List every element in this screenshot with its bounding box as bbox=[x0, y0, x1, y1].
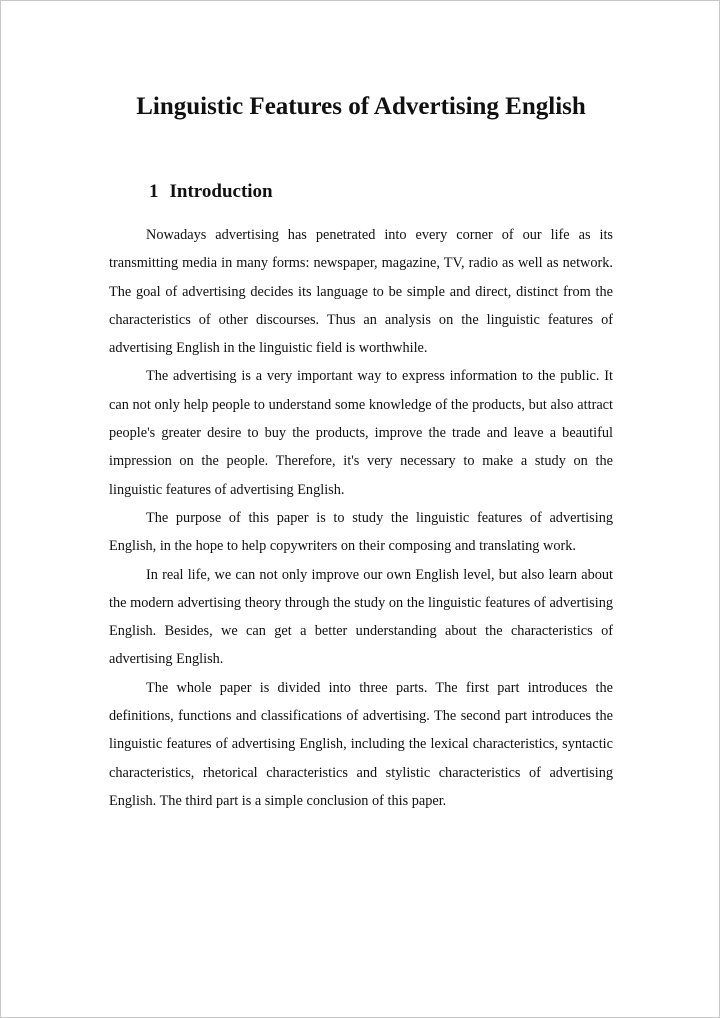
paragraph-2: The advertising is a very important way to express information to the public. It can not only help people to understand some knowledge of the products, but also attract people's greater desire to buy the products, improve the trade and leave a beautiful impression on the people. Therefore, it's very necessary to make a study on the linguistic features of advertising English. bbox=[109, 368, 613, 498]
paragraph-1: Nowadays advertising has penetrated into every corner of our life as its transmitting media in many forms: newspaper, magazine, TV, radio as well as network. The goal of advertising decides its language to be simple and direct, distinct from the characteristics of other discourses. Thus an analysis on the linguistic features of advertising English in the linguistic field is worthwhile. bbox=[109, 227, 613, 357]
paragraph-3: The purpose of this paper is to study the linguistic features of advertising English, in the hope to help copywriters on their composing and translating work. bbox=[109, 509, 613, 555]
section-heading-text: Introduction bbox=[169, 181, 273, 202]
section-body bbox=[109, 221, 613, 815]
section-number: 1 bbox=[149, 181, 159, 202]
section-heading bbox=[149, 179, 273, 205]
paragraph-4: In real life, we can not only improve our own English level, but also learn about the modern advertising theory through the study on the linguistic features of advertising English. Besides, we can get a better understanding about the characteristics of advertising English. bbox=[109, 566, 613, 668]
paragraph-5: The whole paper is divided into three parts. The first part introduces the definitions, functions and classifications of advertising. The second part introduces the linguistic features of advertising English, including the lexical characteristics, syntactic characteristics, rhetorical characteristics and stylistic characteristics of advertising English. The third part is a simple conclusion of this paper. bbox=[109, 679, 613, 809]
document-title: Linguistic Features of Advertising English bbox=[136, 93, 586, 120]
